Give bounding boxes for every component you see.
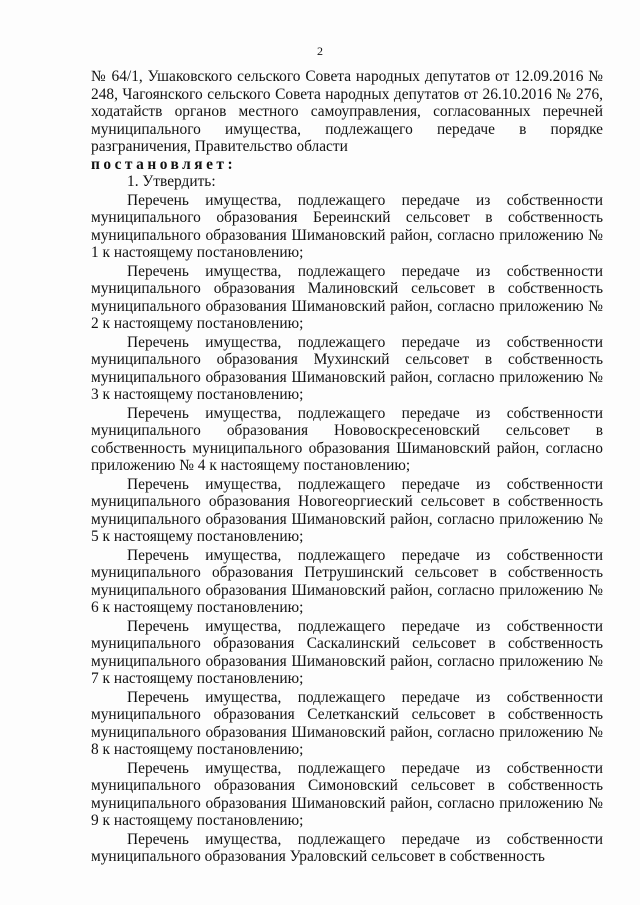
- list-item: Перечень имущества, подлежащего передаче из собственности муниципального образования Ураловский сельсовет в собственность: [91, 830, 603, 865]
- list-item: Перечень имущества, подлежащего передаче из собственности муниципального образования Саскалинский сельсовет в собственность муниципального образования Шимановский район, согласно приложению № 7 к настоящему постановлению;: [91, 617, 603, 687]
- list-item: Перечень имущества, подлежащего передаче из собственности муниципального образования Береинский сельсовет в собственность муниципального образования Шимановский район, согласно приложению № 1 к настоящему постановлению;: [91, 191, 603, 261]
- intro-paragraph: № 64/1, Ушаковского сельского Совета народных депутатов от 12.09.2016 № 248, Чагоянского сельского Совета народных депутатов от 26.10.2016 № 276, ходатайств органов местного самоуправления, согласованных перечней муниципального имущества, подлежащего передаче в порядке разграничения, Правительство области: [91, 68, 603, 155]
- point-1: 1. Утвердить:: [127, 173, 216, 190]
- page-number: 2: [317, 44, 323, 58]
- document-body: [91, 68, 603, 866]
- list-item: Перечень имущества, подлежащего передаче из собственности муниципального образования Селетканский сельсовет в собственность муниципального образования Шимановский район, согласно приложению № 8 к настоящему постановлению;: [91, 688, 603, 758]
- list-item: Перечень имущества, подлежащего передаче из собственности муниципального образования Новогеоргиеский сельсовет в собственность муниципального образования Шимановский район, согласно приложению № 5 к настоящему постановлению;: [91, 475, 603, 545]
- decree-word: постановляет:: [91, 155, 237, 173]
- list-item: Перечень имущества, подлежащего передаче из собственности муниципального образования Симоновский сельсовет в собственность муниципального образования Шимановский район, согласно приложению № 9 к настоящему постановлению;: [91, 759, 603, 829]
- list-item: Перечень имущества, подлежащего передаче из собственности муниципального образования Малиновский сельсовет в собственность муниципального образования Шимановский район, согласно приложению № 2 к настоящему постановлению;: [91, 262, 603, 332]
- list-item: Перечень имущества, подлежащего передаче из собственности муниципального образования Мухинский сельсовет в собственность муниципального образования Шимановский район, согласно приложению № 3 к настоящему постановлению;: [91, 333, 603, 403]
- list-item: Перечень имущества, подлежащего передаче из собственности муниципального образования Нововоскресеновский сельсовет в собственность муниципального образования Шимановский район, согласно приложению № 4 к настоящему постановлению;: [91, 404, 603, 474]
- list-item: Перечень имущества, подлежащего передаче из собственности муниципального образования Петрушинский сельсовет в собственность муниципального образования Шимановский район, согласно приложению № 6 к настоящему постановлению;: [91, 546, 603, 616]
